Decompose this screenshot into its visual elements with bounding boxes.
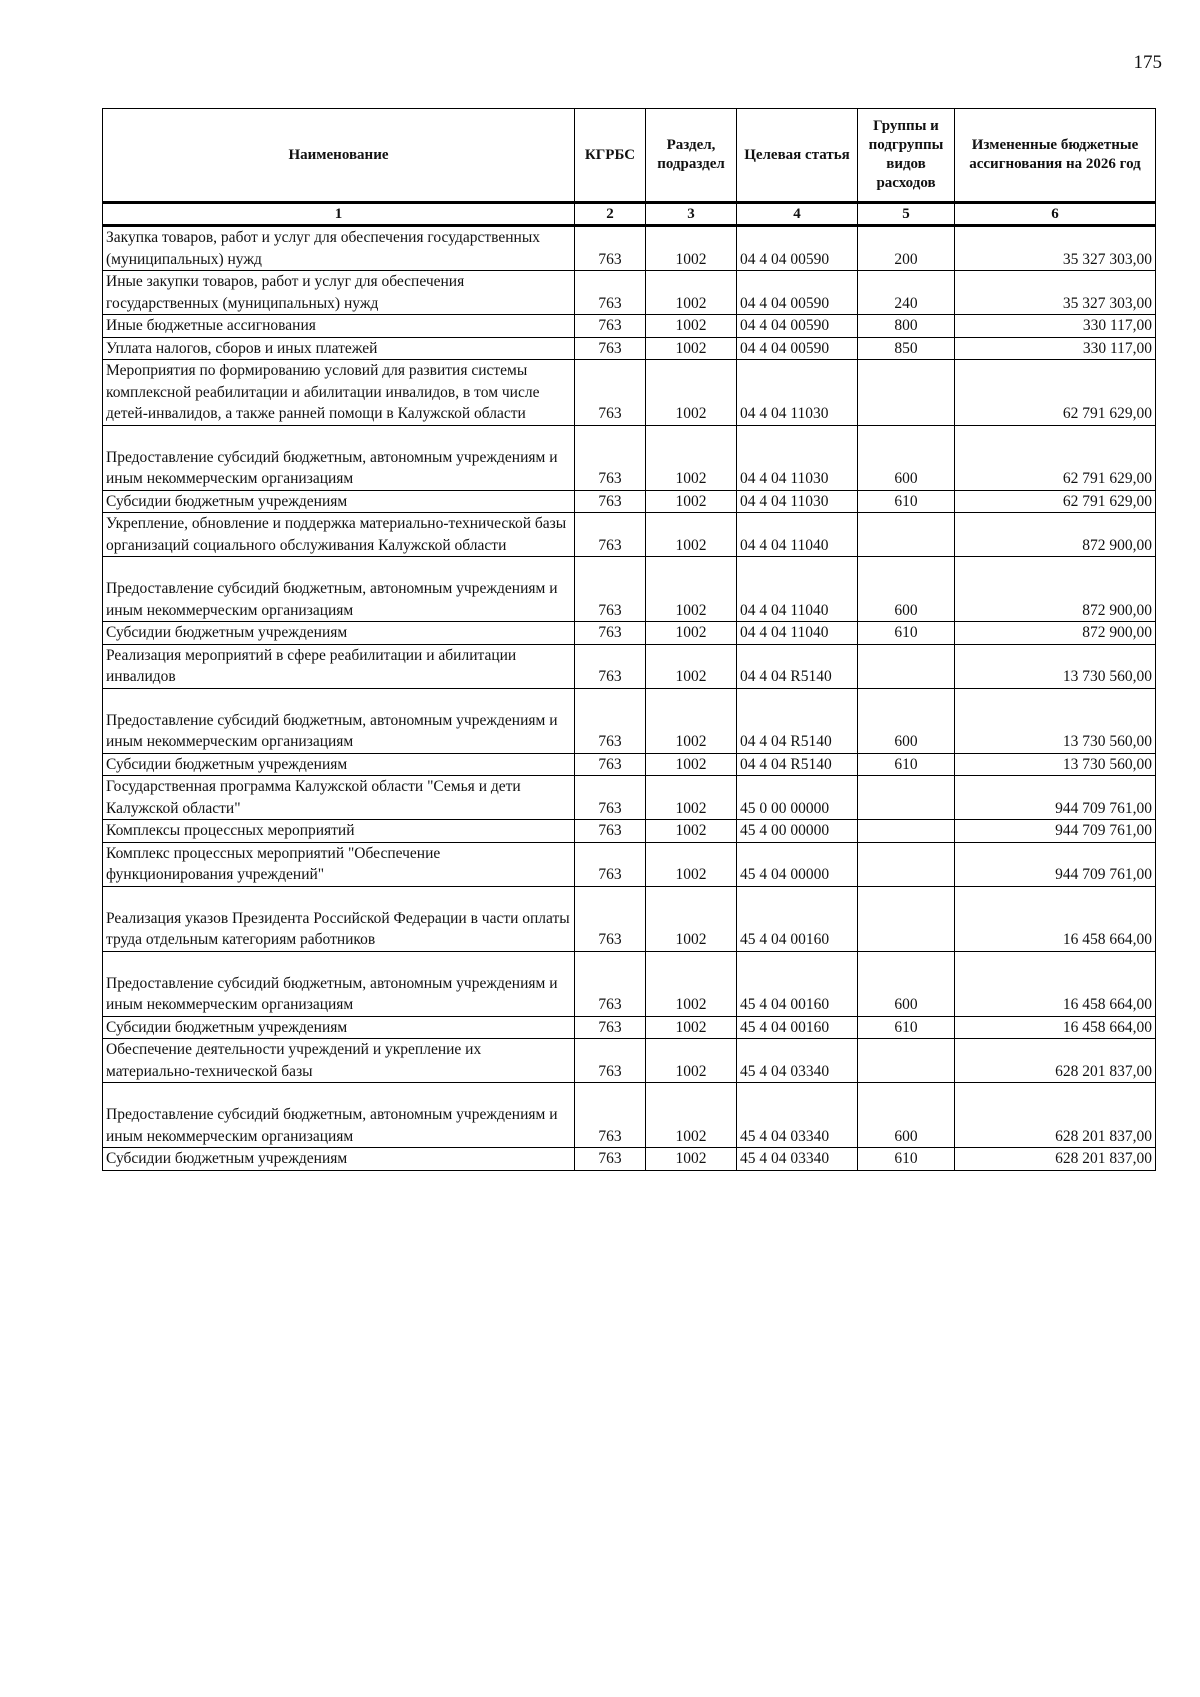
cell-name: Иные бюджетные ассигнования [103, 315, 575, 338]
budget-table [102, 108, 1156, 1171]
cell-group [858, 513, 955, 557]
cell-article: 04 4 04 R5140 [737, 644, 858, 688]
cell-name: Обеспечение деятельности учреждений и укрепление их материально-технической базы [103, 1039, 575, 1083]
cell-group: 610 [858, 490, 955, 513]
header-amount: Измененные бюджетные ассигнования на 2026 год [955, 109, 1156, 203]
cell-article: 45 4 04 00000 [737, 842, 858, 886]
table-row [103, 513, 1156, 557]
cell-kgrbs: 763 [575, 1083, 646, 1148]
cell-group: 600 [858, 951, 955, 1016]
cell-article: 45 4 00 00000 [737, 820, 858, 843]
cell-kgrbs: 763 [575, 622, 646, 645]
cell-razdel: 1002 [646, 644, 737, 688]
cell-group: 800 [858, 315, 955, 338]
cell-name: Предоставление субсидий бюджетным, автономным учреждениям и иным некоммерческим организациям [103, 951, 575, 1016]
cell-amount: 62 791 629,00 [955, 490, 1156, 513]
cell-group [858, 886, 955, 951]
cell-group: 610 [858, 622, 955, 645]
cell-razdel: 1002 [646, 513, 737, 557]
cell-name: Субсидии бюджетным учреждениям [103, 490, 575, 513]
cell-kgrbs: 763 [575, 753, 646, 776]
table-row [103, 886, 1156, 951]
column-number: 2 [575, 203, 646, 226]
table-row [103, 425, 1156, 490]
header-razdel: Раздел, подраздел [646, 109, 737, 203]
cell-group: 600 [858, 1083, 955, 1148]
cell-name: Уплата налогов, сборов и иных платежей [103, 337, 575, 360]
table-row [103, 688, 1156, 753]
cell-group [858, 360, 955, 426]
cell-amount: 872 900,00 [955, 557, 1156, 622]
table-row [103, 226, 1156, 271]
cell-name: Реализация мероприятий в сфере реабилитации и абилитации инвалидов [103, 644, 575, 688]
cell-amount: 16 458 664,00 [955, 1016, 1156, 1039]
cell-amount: 62 791 629,00 [955, 425, 1156, 490]
table-row [103, 753, 1156, 776]
cell-group: 200 [858, 226, 955, 271]
table-row [103, 1039, 1156, 1083]
table-row [103, 776, 1156, 820]
table-row [103, 1083, 1156, 1148]
cell-article: 45 4 04 00160 [737, 886, 858, 951]
cell-razdel: 1002 [646, 337, 737, 360]
cell-name: Иные закупки товаров, работ и услуг для обеспечения государственных (муниципальных) нужд [103, 271, 575, 315]
column-number: 3 [646, 203, 737, 226]
cell-name: Предоставление субсидий бюджетным, автономным учреждениям и иным некоммерческим организациям [103, 425, 575, 490]
cell-razdel: 1002 [646, 315, 737, 338]
table-row [103, 644, 1156, 688]
cell-article: 04 4 04 11040 [737, 513, 858, 557]
cell-amount: 944 709 761,00 [955, 820, 1156, 843]
cell-name: Предоставление субсидий бюджетным, автономным учреждениям и иным некоммерческим организациям [103, 557, 575, 622]
cell-article: 04 4 04 11030 [737, 425, 858, 490]
cell-razdel: 1002 [646, 425, 737, 490]
table-row [103, 1016, 1156, 1039]
table-row [103, 490, 1156, 513]
cell-kgrbs: 763 [575, 1148, 646, 1171]
cell-name: Субсидии бюджетным учреждениям [103, 753, 575, 776]
cell-kgrbs: 763 [575, 951, 646, 1016]
table-row [103, 820, 1156, 843]
cell-name: Укрепление, обновление и поддержка материально-технической базы организаций социального обслуживания Калужской области [103, 513, 575, 557]
cell-kgrbs: 763 [575, 820, 646, 843]
cell-amount: 628 201 837,00 [955, 1083, 1156, 1148]
column-number: 1 [103, 203, 575, 226]
cell-name: Предоставление субсидий бюджетным, автономным учреждениям и иным некоммерческим организациям [103, 1083, 575, 1148]
cell-name: Предоставление субсидий бюджетным, автономным учреждениям и иным некоммерческим организациям [103, 688, 575, 753]
header-row [103, 109, 1156, 203]
cell-amount: 62 791 629,00 [955, 360, 1156, 426]
cell-amount: 628 201 837,00 [955, 1039, 1156, 1083]
cell-name: Субсидии бюджетным учреждениям [103, 1148, 575, 1171]
cell-amount: 872 900,00 [955, 622, 1156, 645]
cell-group [858, 644, 955, 688]
cell-kgrbs: 763 [575, 315, 646, 338]
cell-razdel: 1002 [646, 557, 737, 622]
cell-name: Закупка товаров, работ и услуг для обеспечения государственных (муниципальных) нужд [103, 226, 575, 271]
cell-kgrbs: 763 [575, 688, 646, 753]
cell-amount: 13 730 560,00 [955, 753, 1156, 776]
cell-article: 45 4 04 00160 [737, 951, 858, 1016]
cell-amount: 944 709 761,00 [955, 842, 1156, 886]
cell-article: 04 4 04 R5140 [737, 753, 858, 776]
cell-razdel: 1002 [646, 271, 737, 315]
cell-group: 610 [858, 1016, 955, 1039]
cell-razdel: 1002 [646, 688, 737, 753]
cell-amount: 872 900,00 [955, 513, 1156, 557]
cell-group [858, 820, 955, 843]
cell-razdel: 1002 [646, 842, 737, 886]
page-number: 175 [1133, 52, 1162, 73]
header-kgrbs: КГРБС [575, 109, 646, 203]
cell-razdel: 1002 [646, 360, 737, 426]
header-name: Наименование [103, 109, 575, 203]
table-row [103, 271, 1156, 315]
cell-group: 600 [858, 688, 955, 753]
cell-razdel: 1002 [646, 951, 737, 1016]
cell-amount: 628 201 837,00 [955, 1148, 1156, 1171]
cell-kgrbs: 763 [575, 1016, 646, 1039]
table-row [103, 557, 1156, 622]
cell-kgrbs: 763 [575, 557, 646, 622]
table-row [103, 315, 1156, 338]
cell-kgrbs: 763 [575, 425, 646, 490]
cell-kgrbs: 763 [575, 644, 646, 688]
cell-kgrbs: 763 [575, 271, 646, 315]
cell-article: 45 4 04 03340 [737, 1083, 858, 1148]
cell-group [858, 776, 955, 820]
cell-article: 04 4 04 00590 [737, 315, 858, 338]
cell-article: 04 4 04 11040 [737, 622, 858, 645]
cell-amount: 330 117,00 [955, 337, 1156, 360]
cell-kgrbs: 763 [575, 490, 646, 513]
cell-razdel: 1002 [646, 820, 737, 843]
cell-article: 45 0 00 00000 [737, 776, 858, 820]
cell-article: 04 4 04 R5140 [737, 688, 858, 753]
cell-kgrbs: 763 [575, 513, 646, 557]
cell-name: Субсидии бюджетным учреждениям [103, 622, 575, 645]
table-body [103, 226, 1156, 1171]
cell-group: 600 [858, 425, 955, 490]
table-row [103, 1148, 1156, 1171]
table-row [103, 360, 1156, 426]
cell-razdel: 1002 [646, 1148, 737, 1171]
cell-article: 04 4 04 00590 [737, 337, 858, 360]
cell-article: 45 4 04 03340 [737, 1039, 858, 1083]
cell-amount: 944 709 761,00 [955, 776, 1156, 820]
cell-amount: 35 327 303,00 [955, 271, 1156, 315]
cell-kgrbs: 763 [575, 842, 646, 886]
cell-group [858, 1039, 955, 1083]
cell-razdel: 1002 [646, 1039, 737, 1083]
table-row [103, 842, 1156, 886]
column-number: 5 [858, 203, 955, 226]
cell-amount: 16 458 664,00 [955, 951, 1156, 1016]
cell-group: 610 [858, 753, 955, 776]
cell-article: 45 4 04 00160 [737, 1016, 858, 1039]
cell-kgrbs: 763 [575, 1039, 646, 1083]
cell-name: Комплекс процессных мероприятий "Обеспечение функционирования учреждений" [103, 842, 575, 886]
cell-kgrbs: 763 [575, 360, 646, 426]
cell-name: Реализация указов Президента Российской Федерации в части оплаты труда отдельным категориям работников [103, 886, 575, 951]
cell-article: 04 4 04 11040 [737, 557, 858, 622]
cell-razdel: 1002 [646, 1016, 737, 1039]
header-group: Группы и подгруппы видов расходов [858, 109, 955, 203]
cell-razdel: 1002 [646, 753, 737, 776]
cell-article: 04 4 04 00590 [737, 226, 858, 271]
cell-amount: 330 117,00 [955, 315, 1156, 338]
cell-razdel: 1002 [646, 886, 737, 951]
cell-razdel: 1002 [646, 1083, 737, 1148]
cell-amount: 16 458 664,00 [955, 886, 1156, 951]
column-number: 6 [955, 203, 1156, 226]
cell-razdel: 1002 [646, 776, 737, 820]
cell-article: 04 4 04 11030 [737, 360, 858, 426]
cell-group: 850 [858, 337, 955, 360]
cell-razdel: 1002 [646, 226, 737, 271]
cell-article: 04 4 04 11030 [737, 490, 858, 513]
table-row [103, 622, 1156, 645]
cell-name: Субсидии бюджетным учреждениям [103, 1016, 575, 1039]
cell-kgrbs: 763 [575, 776, 646, 820]
cell-name: Мероприятия по формированию условий для развития системы комплексной реабилитации и абилитации инвалидов, в том числе детей-инвалидов, а также ранней помощи в Калужской области [103, 360, 575, 426]
header-article: Целевая статья [737, 109, 858, 203]
cell-name: Комплексы процессных мероприятий [103, 820, 575, 843]
cell-name: Государственная программа Калужской области "Семья и дети Калужской области" [103, 776, 575, 820]
cell-group [858, 842, 955, 886]
cell-article: 04 4 04 00590 [737, 271, 858, 315]
table-row [103, 951, 1156, 1016]
cell-kgrbs: 763 [575, 886, 646, 951]
cell-amount: 13 730 560,00 [955, 688, 1156, 753]
cell-amount: 35 327 303,00 [955, 226, 1156, 271]
cell-kgrbs: 763 [575, 226, 646, 271]
cell-razdel: 1002 [646, 622, 737, 645]
cell-article: 45 4 04 03340 [737, 1148, 858, 1171]
column-number-row [103, 203, 1156, 226]
cell-razdel: 1002 [646, 490, 737, 513]
cell-group: 610 [858, 1148, 955, 1171]
cell-group: 600 [858, 557, 955, 622]
cell-group: 240 [858, 271, 955, 315]
cell-amount: 13 730 560,00 [955, 644, 1156, 688]
column-number: 4 [737, 203, 858, 226]
table-row [103, 337, 1156, 360]
cell-kgrbs: 763 [575, 337, 646, 360]
